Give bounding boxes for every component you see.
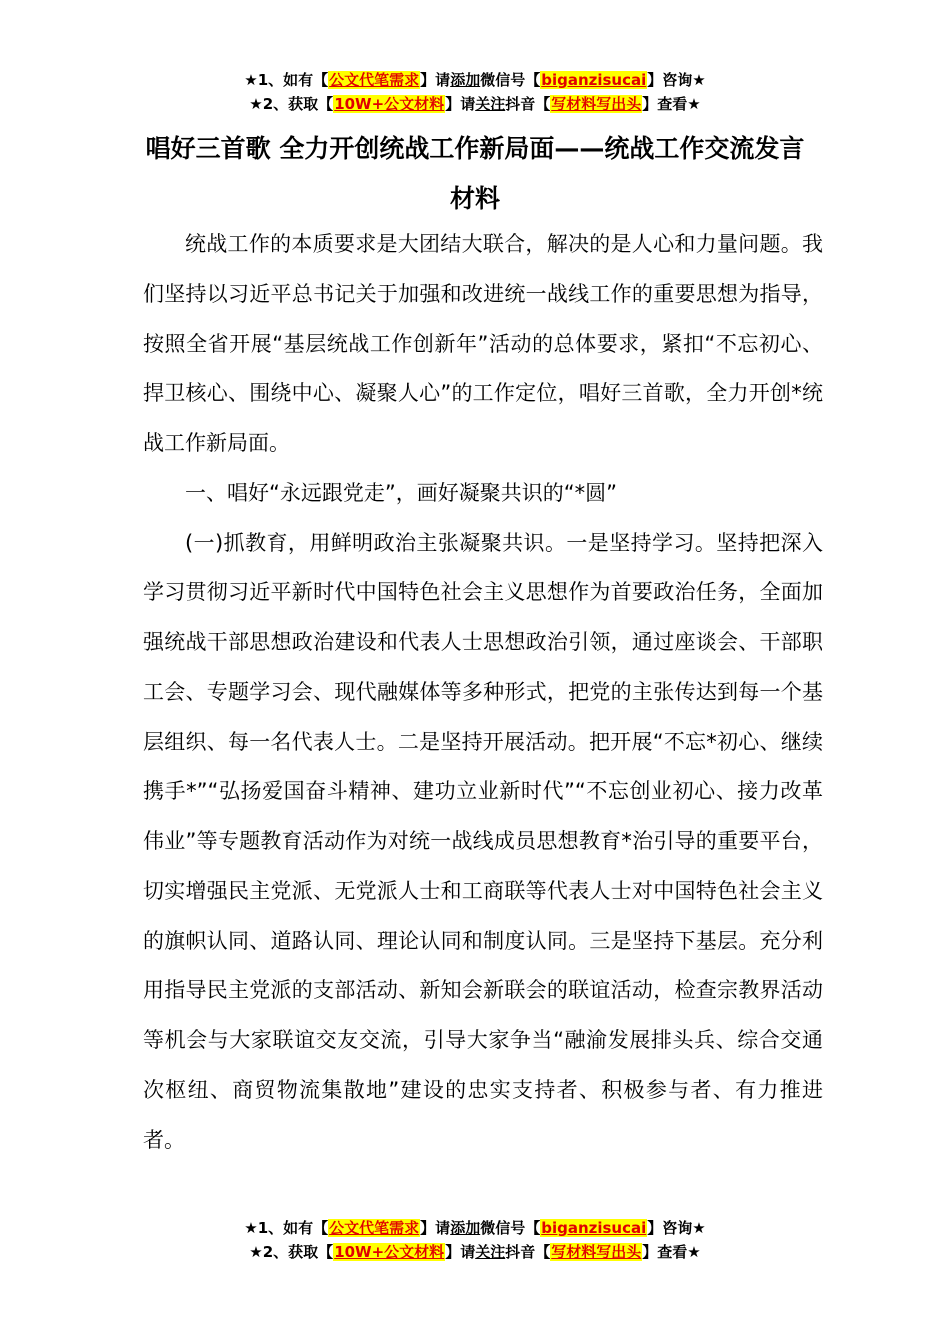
- promo-text: 微信号【: [480, 71, 541, 89]
- promo-text: ★1、如有【: [244, 1219, 329, 1237]
- promo-text: 】请: [420, 1219, 451, 1237]
- promo-text: 】请: [420, 71, 451, 89]
- promo-banner-top: [0, 68, 950, 116]
- paragraph: (一)抓教育，用鲜明政治主张凝聚共识。一是坚持学习。坚持把深入学习贯彻习近平新时代中国特色社会主义思想作为首要政治任务，全面加强统战干部思想政治建设和代表人士思想政治引领，通过座谈会、干部职工会、专题学习会、现代融媒体等多种形式，把党的主张传达到每一个基层组织、每一名代表人士。二是坚持开展活动。把开展“不忘*初心、继续携手*”“弘扬爱国奋斗精神、建功立业新时代”“不忘创业初心、接力改革伟业”等专题教育活动作为对统一战线成员思想教育*治引导的重要平台，切实增强民主党派、无党派人士和工商联等代表人士对中国特色社会主义的旗帜认同、道路认同、理论认同和制度认同。三是坚持下基层。充分利用指导民主党派的支部活动、新知会新联会的联谊活动，检查宗教界活动等机会与大家联谊交友交流，引导大家争当“融渝发展排头兵、综合交通次枢纽、商贸物流集散地”建设的忠实支持者、积极参与者、有力推进者。: [143, 530, 823, 1152]
- promo-highlight: 公文代笔需求: [329, 1219, 420, 1237]
- promo-highlight: 10W+公文材料: [334, 1243, 445, 1261]
- document-title: 唱好三首歌 全力开创统战工作新局面——统战工作交流发言材料: [145, 134, 805, 213]
- promo-line-1: [0, 1216, 950, 1240]
- promo-highlight: biganzisucai: [541, 1219, 647, 1237]
- promo-text: ★2、获取【: [249, 1243, 334, 1261]
- section-heading: 一、唱好“永远跟党走”，画好凝聚共识的“*圆”: [185, 480, 618, 505]
- promo-text: 】查看★: [642, 1243, 701, 1261]
- promo-emphasis: 添加: [450, 71, 481, 89]
- promo-text: 】请: [445, 1243, 476, 1261]
- promo-text: 】请: [445, 95, 476, 113]
- promo-highlight: 写材料写出头: [551, 1243, 642, 1261]
- promo-emphasis: 添加: [450, 1219, 481, 1237]
- promo-text: 】咨询★: [647, 1219, 706, 1237]
- promo-text: 抖音【: [505, 1243, 551, 1261]
- promo-line-2: [0, 1240, 950, 1264]
- promo-line-2: [0, 92, 950, 116]
- paragraph: 统战工作的本质要求是大团结大联合，解决的是人心和力量问题。我们坚持以习近平总书记关于加强和改进统一战线工作的重要思想为指导，按照全省开展“基层统战工作创新年”活动的总体要求，紧扣“不忘初心、捍卫核心、围绕中心、凝聚人心”的工作定位，唱好三首歌，全力开创*统战工作新局面。: [143, 232, 823, 455]
- promo-emphasis: 关注: [475, 95, 506, 113]
- promo-highlight: 写材料写出头: [551, 95, 642, 113]
- promo-text: 微信号【: [480, 1219, 541, 1237]
- promo-highlight: 公文代笔需求: [329, 71, 420, 89]
- promo-banner-bottom: [0, 1216, 950, 1264]
- promo-text: ★2、获取【: [249, 95, 334, 113]
- promo-line-1: [0, 68, 950, 92]
- promo-emphasis: 关注: [475, 1243, 506, 1261]
- promo-highlight: biganzisucai: [541, 71, 647, 89]
- promo-text: ★1、如有【: [244, 71, 329, 89]
- document-body: [143, 220, 823, 1165]
- promo-text: 抖音【: [505, 95, 551, 113]
- promo-highlight: 10W+公文材料: [334, 95, 445, 113]
- promo-text: 】咨询★: [647, 71, 706, 89]
- promo-text: 】查看★: [642, 95, 701, 113]
